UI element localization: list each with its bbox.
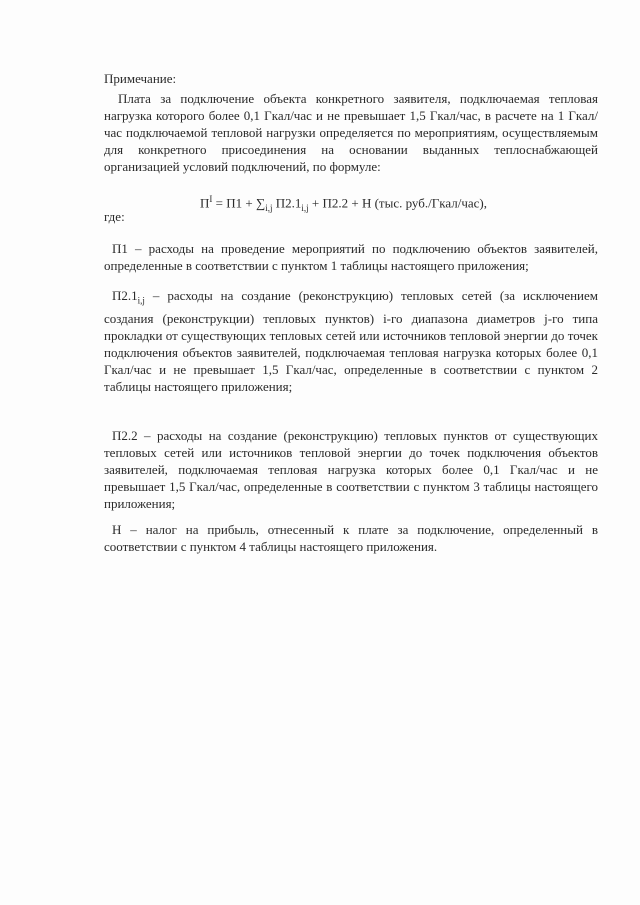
formula [200, 191, 487, 217]
definition-p22-term: П2.2 [112, 428, 138, 443]
formula-eq: = П1 + ∑ [212, 195, 266, 211]
definition-p21-term-sub: i,j [137, 295, 145, 306]
definition-p1 [104, 240, 598, 274]
formula-lhs: П [200, 195, 210, 211]
definition-p21-term-wrap [112, 288, 145, 306]
definition-n-text: – налог на прибыль, отнесенный к плате за подключение, определенный в соответствии с пунктом 4 таблицы настоящего приложения. [104, 522, 598, 554]
note-title: Примечание: [104, 71, 177, 86]
formula-term2-sub: i,j [301, 202, 309, 213]
definition-n-term: Н [112, 522, 122, 537]
definition-p21 [104, 287, 598, 395]
definition-p21-text: – расходы на создание (реконструкцию) тепловых сетей (за исключением создания (реконструкции) тепловых пунктов) i-го диапазона диаметров j-го типа прокладки от существующих тепловых сетей или источников тепловой энергии до точек подключения объектов заявителей, подключаемая тепловая нагрузка которых более 0,1 Гкал/час и не превышает 1,5 Гкал/час, определенные в соответствии с пунктом 2 таблицы настоящего приложения; [104, 288, 598, 394]
definition-p22 [104, 427, 598, 512]
where-label: где: [104, 209, 125, 224]
definition-p22-text: – расходы на создание (реконструкцию) тепловых пунктов от существующих тепловых сетей или источников тепловой энергии до точек подключения объектов заявителей, подключаемая тепловая нагрузка которых более 0,1 Гкал/час и не превышает 1,5 Гкал/час, определенные в соответствии с пунктом 3 таблицы настоящего приложения; [104, 428, 598, 511]
formula-rest: + П2.2 + Н (тыс. руб./Гкал/час), [308, 195, 488, 211]
formula-lhs-sup: I [209, 194, 213, 204]
intro-paragraph: Плата за подключение объекта конкретного заявителя, подключаемая тепловая нагрузка которого более 0,1 Гкал/час и не превышает 1,5 Гкал/час, в расчете на 1 Гкал/час подключаемой тепловой нагрузки определяется по мероприятиям, осуществляемым для конкретного присоединения на основании выданных теплоснабжающей организацией условий подключений, по формуле: [104, 91, 598, 174]
formula-sum-sub: i,j [265, 202, 273, 213]
definition-p21-term: П2.1 [112, 288, 138, 303]
formula-term2: П2.1 [272, 195, 302, 211]
definition-n [104, 521, 598, 555]
definition-p1-term: П1 [112, 241, 128, 256]
definition-p1-text: – расходы на проведение мероприятий по подключению объектов заявителей, определенные в соответствии с пунктом 1 таблицы настоящего приложения; [104, 241, 598, 273]
